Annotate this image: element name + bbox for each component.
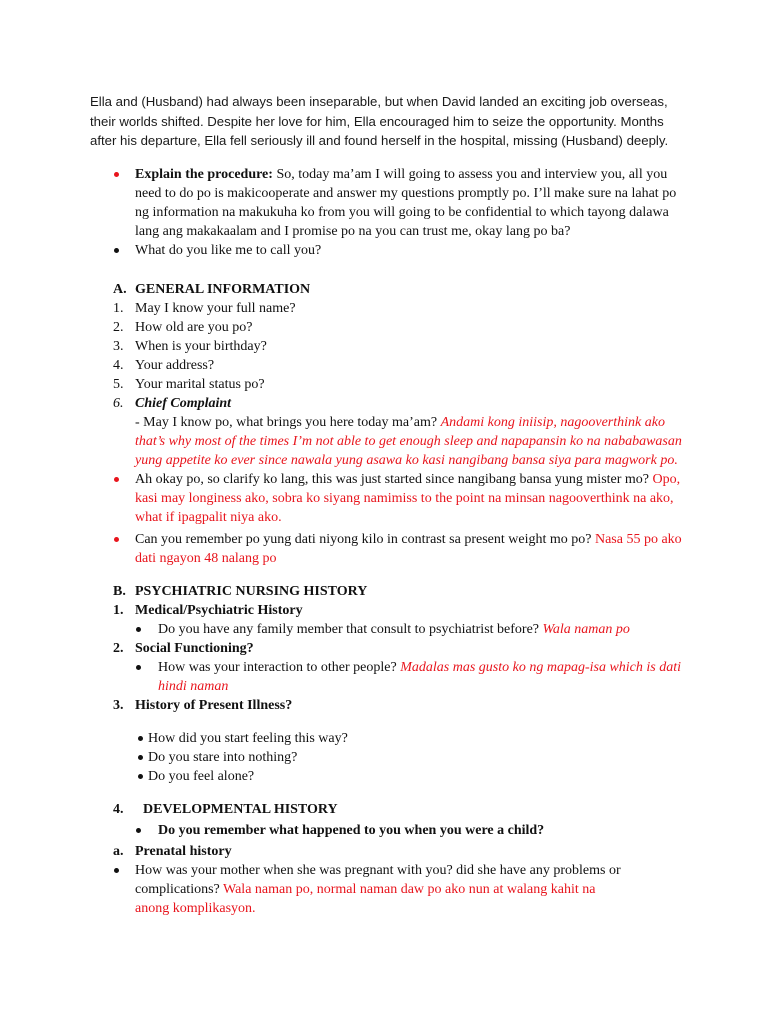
red-bullet-icon — [114, 537, 119, 542]
hpi-item — [90, 729, 690, 748]
list-item — [90, 299, 690, 318]
procedure-item — [90, 165, 690, 241]
answer-text: Nasa 55 po ako dati ngayon 48 nalang po — [135, 532, 682, 566]
chief-complaint-title: Chief Complaint — [135, 396, 232, 411]
hpi-item — [90, 748, 690, 767]
section-marker: A. — [113, 282, 127, 297]
sub-item — [90, 821, 690, 840]
procedure-label: Explain the procedure: — [135, 167, 273, 182]
item-number: 3. — [113, 698, 124, 713]
call-question: What do you like me to call you? — [135, 243, 322, 258]
list-item — [90, 318, 690, 337]
hpi-item — [90, 767, 690, 786]
item-question: May I know your full name? — [135, 301, 296, 316]
answer-text: Madalas mas gusto ko ng mapag-isa which is dati hindi naman — [158, 660, 681, 694]
psychiatric-history-section — [90, 582, 690, 786]
answer-text: Wala naman po — [542, 622, 630, 637]
chief-complaint-qa — [90, 413, 690, 470]
item-number: 1. — [113, 301, 124, 316]
subsection-heading — [90, 842, 690, 861]
question-text: Ah okay po, so clarify ko lang, this was just started since nangibang bansa yung mister mo? — [135, 472, 653, 487]
question-text: Do you have any family member that consult to psychiatrist before? — [158, 622, 543, 637]
developmental-history-section — [90, 800, 690, 918]
answer-text: Wala naman po, normal naman daw po ako nun at walang kahit na anong komplikasyon. — [135, 882, 596, 916]
subsection-heading — [90, 800, 690, 819]
question-text: Do you stare into nothing? — [148, 750, 298, 765]
item-number: 2. — [113, 320, 124, 335]
bullet-icon — [136, 828, 141, 833]
followup-item — [90, 530, 690, 568]
followup-item — [90, 470, 690, 527]
question-text: Do you remember what happened to you when you were a child? — [158, 823, 545, 838]
list-item — [90, 356, 690, 375]
item-question: Your address? — [135, 358, 215, 373]
item-number: 5. — [113, 377, 124, 392]
answer-text: Opo, kasi may longiness ako, sobra ko siyang namimiss to the point na minsan nagooverthink na ako, what if ipagpalit niya ako. — [135, 472, 681, 525]
subsection-heading — [90, 601, 690, 620]
section-title: PSYCHIATRIC NURSING HISTORY — [135, 584, 368, 599]
section-heading-b — [90, 582, 690, 601]
subsection-title: History of Present Illness? — [135, 698, 293, 713]
bullet-icon — [136, 665, 141, 670]
section-title: GENERAL INFORMATION — [135, 282, 311, 297]
question-text: Can you remember po yung dati niyong kilo in contrast sa present weight mo po? — [135, 532, 595, 547]
item-number: 3. — [113, 339, 124, 354]
list-item — [90, 375, 690, 394]
red-bullet-icon — [114, 172, 119, 177]
question-text: Do you feel alone? — [148, 769, 255, 784]
bullet-icon — [114, 248, 119, 253]
bullet-icon — [138, 755, 143, 760]
red-bullet-icon — [114, 477, 119, 482]
sub-item — [90, 658, 688, 696]
section-heading-a — [90, 280, 690, 299]
subsection-title: Medical/Psychiatric History — [135, 603, 303, 618]
call-item — [90, 241, 690, 260]
item-question: How old are you po? — [135, 320, 253, 335]
subsection-title: Prenatal history — [135, 844, 232, 859]
question-text: - May I know po, what brings you here today ma’am? — [135, 415, 441, 430]
list-item — [90, 337, 690, 356]
item-letter: a. — [113, 844, 124, 859]
item-question: When is your birthday? — [135, 339, 267, 354]
item-question: Your marital status po? — [135, 377, 265, 392]
section-marker: B. — [113, 584, 126, 599]
bullet-icon — [138, 774, 143, 779]
bullet-icon — [136, 627, 141, 632]
chief-complaint-heading — [90, 394, 690, 413]
sub-item — [90, 620, 690, 639]
general-information-section — [90, 280, 690, 568]
bullet-icon — [138, 736, 143, 741]
intro-paragraph: Ella and (Husband) had always been inseparable, but when David landed an exciting job overseas, their worlds shifted. Despite her love for him, Ella encouraged him to seize the opportunity. Months after his departure, Ella fell seriously ill and found herself in the hospital, missing (Husband) deeply. — [90, 94, 669, 148]
prenatal-item — [90, 861, 625, 918]
answer-text: Andami kong iniisip, nagooverthink ako that’s why most of the times I’m not able to get enough sleep and napapansin ko na nababawasan yung appetite ko ever since nawala yung asawa ko kasi nangibang bansa siya para magwork po. — [135, 415, 682, 468]
subsection-title: DEVELOPMENTAL HISTORY — [143, 802, 338, 817]
question-text: How did you start feeling this way? — [148, 731, 348, 746]
item-number: 6. — [113, 396, 124, 411]
bullet-icon — [114, 868, 119, 873]
subsection-heading — [90, 639, 690, 658]
subsection-heading — [90, 696, 690, 715]
subsection-title: Social Functioning? — [135, 641, 254, 656]
procedure-text: So, today ma’am I will going to assess you and interview you, all you need to do po is makicooperate and answer my questions promptly po. I’ll make sure na lahat po ng information na makukuha ko from you will going to be confidential to which tayong dalawa lang ang makakaalam and I promise po na you can trust me, okay lang po ba? — [135, 167, 677, 239]
item-number: 4. — [113, 358, 124, 373]
item-number: 4. — [113, 802, 124, 817]
question-text: How was your mother when she was pregnant with you? did she have any problems or complications? — [135, 863, 621, 897]
procedure-block — [90, 165, 690, 260]
item-number: 1. — [113, 603, 124, 618]
item-number: 2. — [113, 641, 124, 656]
question-text: How was your interaction to other people? — [158, 660, 401, 675]
